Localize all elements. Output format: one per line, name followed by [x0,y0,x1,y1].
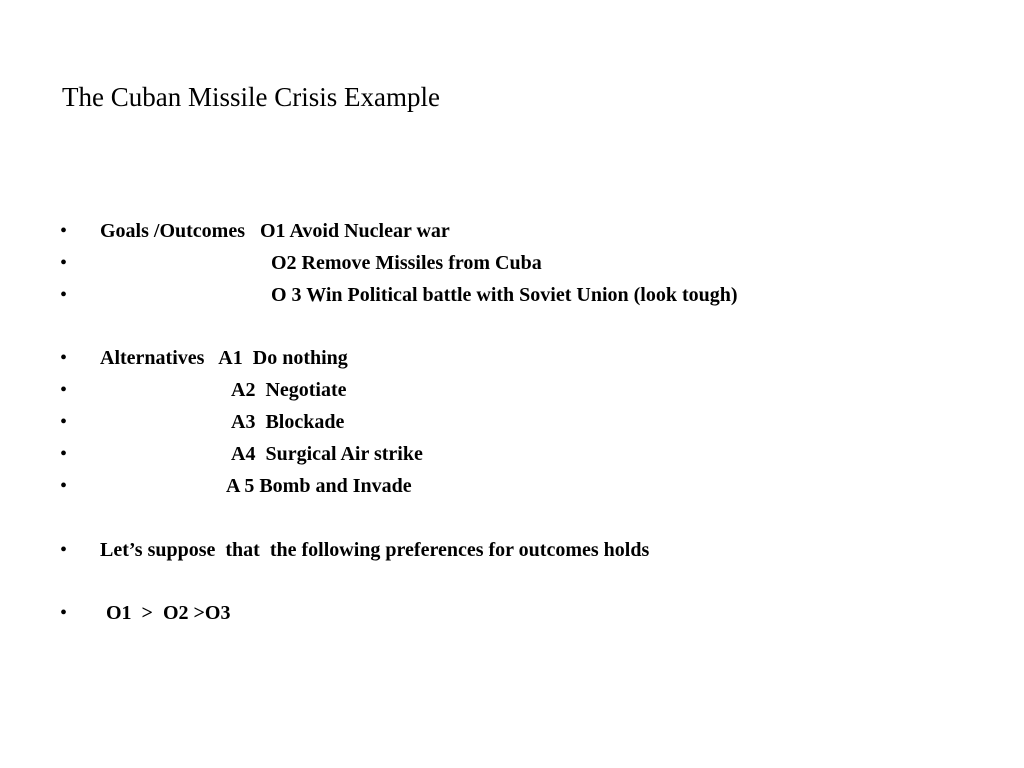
bullet-icon: • [60,602,68,624]
bullet-item-alternatives [0,342,1024,374]
bullet-icon: • [60,379,68,401]
slide-title: The Cuban Missile Crisis Example [62,82,440,112]
bullet-icon: • [60,347,68,369]
bullet-text: A 5 Bomb and Invade [226,475,412,497]
bullet-text: O2 Remove Missiles from Cuba [271,252,542,274]
bullet-icon: • [60,475,68,497]
bullet-item-ordering [0,597,1024,629]
bullet-icon: • [60,443,68,465]
bullet-icon: • [60,411,68,433]
bullet-icon: • [60,252,68,274]
bullet-text: Alternatives A1 Do nothing [100,347,348,369]
bullet-text: O 3 Win Political battle with Soviet Union (look tough) [271,284,738,306]
bullet-icon: • [60,220,68,242]
bullet-item-outcome-2 [0,247,1024,279]
bullet-item-alternative-2 [0,374,1024,406]
bullet-item-alternative-5 [0,470,1024,502]
bullet-text: A4 Surgical Air strike [231,443,423,465]
bullet-item-goals [0,215,1024,247]
bullet-text: Let’s suppose that the following preferences for outcomes holds [100,539,650,561]
bullet-text: A3 Blockade [231,411,345,433]
bullet-icon: • [60,539,68,561]
bullet-item-alternative-3 [0,406,1024,438]
bullet-text: Goals /Outcomes O1 Avoid Nuclear war [100,220,450,242]
bullet-item-outcome-3 [0,279,1024,311]
bullet-text: O1 > O2 >O3 [106,602,231,624]
bullet-item-alternative-4 [0,438,1024,470]
bullet-item-preferences [0,534,1024,566]
bullet-icon: • [60,284,68,306]
bullet-text: A2 Negotiate [231,379,347,401]
